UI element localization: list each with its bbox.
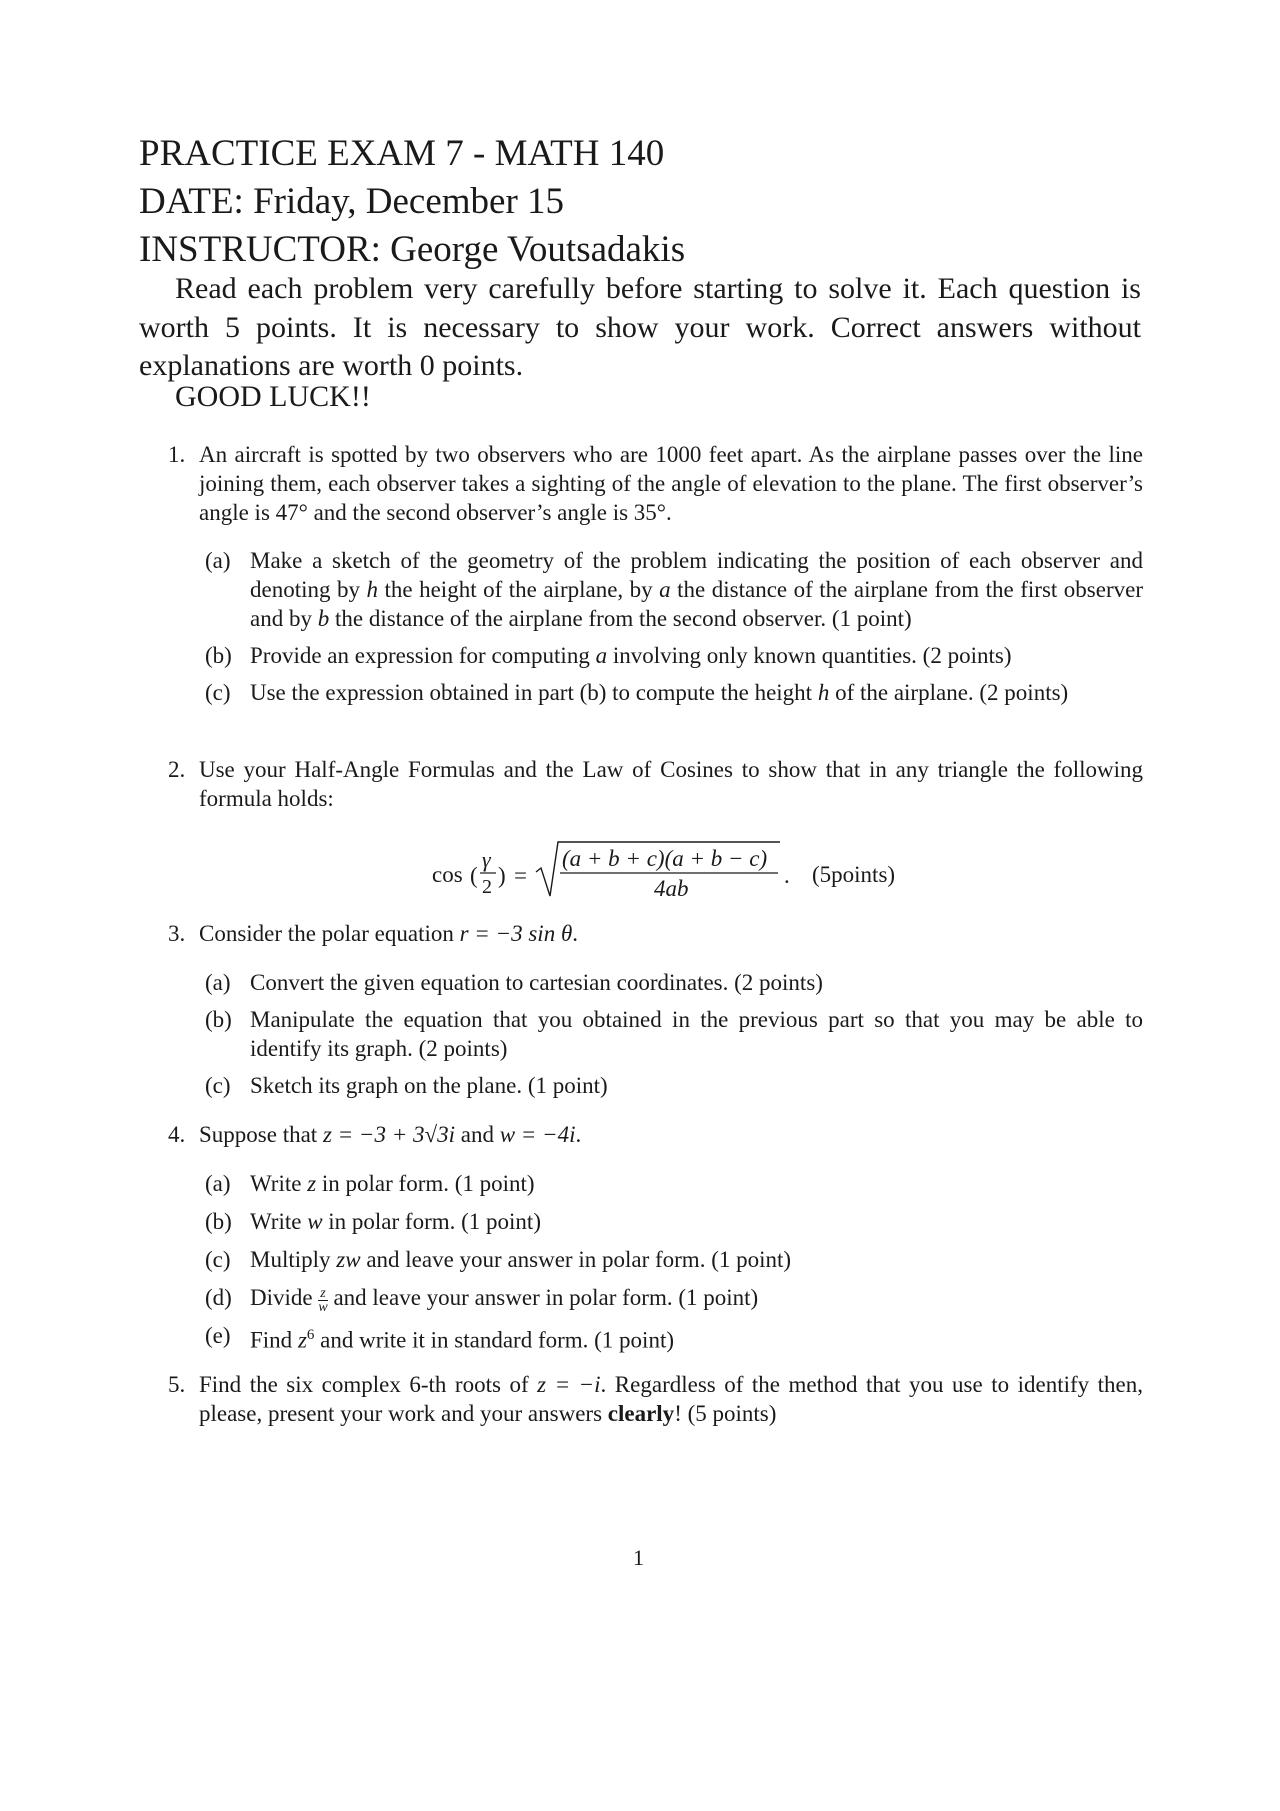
formula-gamma: γ bbox=[482, 847, 491, 872]
part-label: (a) bbox=[205, 970, 231, 995]
part-label: (b) bbox=[205, 1209, 232, 1234]
problem-text: An aircraft is spotted by two observers who are 1000 feet apart. As the airplane passes over the line joining them, each observer takes a sighting of the angle of elevation to the plane. The first observer’s angle is 47° and the second observer’s angle is 35°. bbox=[199, 442, 1143, 525]
part-label: (e) bbox=[205, 1323, 231, 1348]
part-text: Make a sketch of the geometry of the problem indicating the position of each observer and denoting by h the height of the airplane, by a the distance of the airplane from the first observer and by b the distance of the airplane from the second observer. (1 point) bbox=[250, 548, 1143, 631]
part-label: (a) bbox=[205, 1171, 231, 1196]
problem-number: 4. bbox=[168, 1122, 186, 1147]
problem-text: Use your Half-Angle Formulas and the Law of Cosines to show that in any triangle the following formula holds: bbox=[199, 757, 1143, 811]
part-label: (c) bbox=[205, 1073, 231, 1098]
part-text: Write z in polar form. (1 point) bbox=[250, 1171, 535, 1196]
problem-text: Find the six complex 6-th roots of z = −i. Regardless of the method that you use to identify then, please, present your work and your answers clearly! (5 points) bbox=[199, 1372, 1144, 1426]
problem-1 bbox=[168, 440, 1143, 527]
formula-equals: = bbox=[514, 863, 527, 888]
formula-cos: cos bbox=[432, 862, 463, 887]
exam-title: PRACTICE EXAM 7 - MATH 140 bbox=[139, 133, 665, 174]
emphasis-clearly: clearly bbox=[607, 1401, 675, 1426]
problem-4c bbox=[205, 1245, 1143, 1274]
formula-points: (5points) bbox=[812, 862, 896, 887]
z-definition: z = −3 + 3√3i bbox=[322, 1122, 455, 1147]
problem-2 bbox=[168, 755, 1143, 813]
part-text: Provide an expression for computing a involving only known quantities. (2 points) bbox=[250, 643, 1012, 668]
problem-number: 1. bbox=[168, 442, 186, 467]
page-number: 1 bbox=[633, 1545, 644, 1570]
exam-header bbox=[139, 130, 1139, 274]
part-label: (a) bbox=[205, 548, 231, 573]
fraction-z-over-w: $\frac{z}{w}$ bbox=[318, 1286, 328, 1315]
formula-denominator: 4ab bbox=[654, 876, 689, 901]
problem-4d bbox=[205, 1283, 1143, 1314]
problem-3 bbox=[168, 919, 1143, 948]
problem-number: 3. bbox=[168, 921, 186, 946]
part-text: Divide $\frac{z}{w}$ and leave your answer in polar form. (1 point) bbox=[250, 1285, 759, 1315]
part-text: Sketch its graph on the plane. (1 point) bbox=[250, 1073, 608, 1098]
problem-number: 5. bbox=[168, 1372, 186, 1397]
problem-3b bbox=[205, 1005, 1143, 1063]
part-text: Find $z^6$ and write it in standard form. (1 point) bbox=[250, 1327, 675, 1353]
part-text: Convert the given equation to cartesian coordinates. (2 points) bbox=[250, 970, 823, 995]
formula-period: . bbox=[784, 863, 790, 888]
problem-1b bbox=[205, 641, 1143, 670]
w-definition: w = −4i bbox=[499, 1122, 576, 1147]
problem-4e bbox=[205, 1321, 1143, 1355]
half-angle-formula bbox=[432, 838, 932, 901]
problem-4 bbox=[168, 1120, 1143, 1149]
formula-open-paren: ( bbox=[470, 863, 478, 888]
part-text: Multiply zw and leave your answer in polar form. (1 point) bbox=[250, 1247, 792, 1272]
part-label: (c) bbox=[205, 1247, 231, 1272]
formula-two: 2 bbox=[482, 876, 492, 898]
formula-close-paren: ) bbox=[498, 863, 506, 888]
problem-3a bbox=[205, 968, 1143, 997]
part-label: (b) bbox=[205, 643, 232, 668]
part-text: Use the expression obtained in part (b) to compute the height h of the airplane. (2 points) bbox=[250, 680, 1069, 705]
problem-1a bbox=[205, 546, 1143, 633]
problem-number: 2. bbox=[168, 757, 186, 782]
part-label: (d) bbox=[205, 1285, 232, 1310]
instructions-text: Read each problem very carefully before starting to solve it. Each question is worth 5 points. It is necessary to show your work. Correct answers without explanations are worth 0 points. bbox=[139, 272, 1141, 382]
part-label: (c) bbox=[205, 680, 231, 705]
problem-3c bbox=[205, 1071, 1143, 1100]
part-text: Manipulate the equation that you obtained in the previous part so that you may be able to identify its graph. (2 points) bbox=[250, 1007, 1143, 1061]
exam-date: DATE: Friday, December 15 bbox=[139, 181, 565, 222]
problem-text: Consider the polar equation r = −3 sin θ. bbox=[199, 921, 578, 946]
part-label: (b) bbox=[205, 1007, 232, 1032]
problem-text: Suppose that z = −3 + 3√3i and w = −4i. bbox=[199, 1122, 582, 1147]
problem-4b bbox=[205, 1207, 1143, 1236]
instructions bbox=[139, 270, 1141, 386]
good-luck: GOOD LUCK!! bbox=[175, 380, 371, 413]
formula-numerator: (a + b + c)(a + b − c) bbox=[562, 846, 768, 871]
problem-5 bbox=[168, 1370, 1143, 1428]
problem-4a bbox=[205, 1169, 1143, 1198]
part-text: Write w in polar form. (1 point) bbox=[250, 1209, 541, 1234]
exam-instructor: INSTRUCTOR: George Voutsadakis bbox=[139, 229, 686, 270]
formula-graphic bbox=[432, 838, 812, 901]
polar-equation: r = −3 sin θ bbox=[459, 921, 573, 946]
problem-1c bbox=[205, 678, 1143, 707]
